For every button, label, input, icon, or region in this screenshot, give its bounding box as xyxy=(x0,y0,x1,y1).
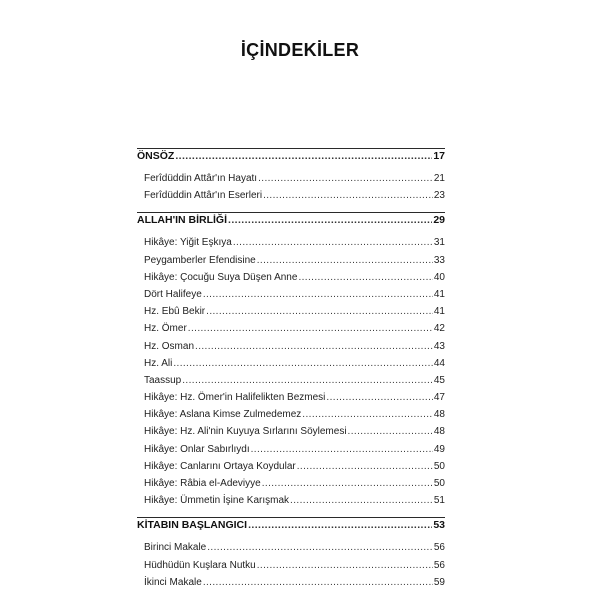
toc-entry-page: 47 xyxy=(433,392,445,404)
toc-entry[interactable] xyxy=(137,444,445,461)
toc-section-heading[interactable] xyxy=(137,213,445,233)
toc-entry-title: Taassup xyxy=(144,374,182,386)
toc-entry[interactable] xyxy=(137,306,445,323)
toc-entry-page: 43 xyxy=(433,340,445,352)
toc-section-title: ÖNSÖZ xyxy=(137,150,175,162)
toc-entry[interactable] xyxy=(137,173,445,190)
toc-entry-page: 50 xyxy=(433,460,445,472)
leader-dots xyxy=(251,444,433,455)
leader-dots xyxy=(195,341,433,352)
leader-dots xyxy=(233,237,433,248)
toc-entry-title: Hüdhüdün Kuşlara Nutku xyxy=(144,559,256,571)
leader-dots xyxy=(258,173,433,184)
toc-entry-title: Hikâye: Aslana Kimse Zulmedemez xyxy=(144,409,302,421)
toc-entry[interactable] xyxy=(137,255,445,272)
toc-entry[interactable] xyxy=(137,341,445,358)
toc-entry-page: 33 xyxy=(433,254,445,266)
page-title: İÇİNDEKİLER xyxy=(240,40,360,60)
toc-entry-page: 42 xyxy=(433,323,445,335)
toc-entry-page: 23 xyxy=(433,190,445,202)
toc-entry-title: Hikâye: Çocuğu Suya Düşen Anne xyxy=(144,271,298,283)
toc-entry-title: Hz. Ali xyxy=(144,357,173,369)
leader-dots xyxy=(175,150,432,162)
leader-dots xyxy=(203,289,433,300)
toc-entry-title: Hikâye: Onlar Sabırlıydı xyxy=(144,443,250,455)
toc-entry-title: Hikâye: Râbia el-Adeviyye xyxy=(144,478,261,489)
leader-dots xyxy=(257,560,433,571)
toc-entry-list xyxy=(137,538,445,599)
toc-entry-page: 48 xyxy=(433,426,445,438)
toc-section xyxy=(137,517,445,599)
leader-dots xyxy=(248,519,432,531)
toc-entry[interactable] xyxy=(137,461,445,478)
toc-entry-title: Birinci Makale xyxy=(144,542,207,554)
leader-dots xyxy=(262,478,433,489)
toc-entry-list xyxy=(137,169,445,212)
leader-dots xyxy=(203,577,433,588)
toc-entry[interactable] xyxy=(137,272,445,289)
toc-entry[interactable] xyxy=(137,358,445,375)
toc-entry-list xyxy=(137,233,445,517)
toc-entry[interactable] xyxy=(137,495,445,512)
toc-entry-page: 56 xyxy=(433,559,445,571)
toc-section-page: 53 xyxy=(433,519,445,532)
toc-entry[interactable] xyxy=(137,237,445,254)
toc-entry-page: 45 xyxy=(433,374,445,386)
toc-entry-page: 51 xyxy=(433,495,445,507)
toc-section xyxy=(137,148,445,212)
toc-section-title: KİTABIN BAŞLANGICI xyxy=(137,519,248,532)
toc-entry-page: 41 xyxy=(433,288,445,300)
leader-dots xyxy=(263,190,433,201)
leader-dots xyxy=(228,214,432,226)
toc-entry[interactable] xyxy=(137,577,445,594)
toc-entry[interactable] xyxy=(137,409,445,426)
leader-dots xyxy=(173,358,433,369)
toc-entry[interactable] xyxy=(137,478,445,495)
toc-entry-page: 59 xyxy=(433,576,445,588)
toc-entry-page: 56 xyxy=(433,542,445,554)
leader-dots xyxy=(188,323,433,334)
toc-entry-title: Hikâye: Canlarını Ortaya Koydular xyxy=(144,460,296,472)
toc-entry-page: 48 xyxy=(433,409,445,421)
toc-section xyxy=(137,212,445,517)
toc-entry-title: Hikâye: Ümmetin İşine Karışmak xyxy=(144,495,290,507)
toc-section-heading[interactable] xyxy=(137,149,445,169)
toc-section-page: 29 xyxy=(433,214,445,227)
toc-entry[interactable] xyxy=(137,560,445,577)
toc-entry-page: 50 xyxy=(433,478,445,489)
toc-section-heading[interactable] xyxy=(137,518,445,538)
toc-entry-title: Hz. Ebû Bekir xyxy=(144,306,206,318)
toc-entry-page: 21 xyxy=(433,173,445,184)
leader-dots xyxy=(182,375,433,386)
leader-dots xyxy=(298,272,432,283)
toc-entry-page: 31 xyxy=(433,237,445,249)
toc-entry-title: Hikâye: Yiğit Eşkıya xyxy=(144,237,232,249)
leader-dots xyxy=(297,461,433,472)
table-of-contents xyxy=(137,148,445,599)
toc-entry-page: 44 xyxy=(433,357,445,369)
toc-entry[interactable] xyxy=(137,542,445,559)
leader-dots xyxy=(206,306,433,317)
toc-entry-page: 40 xyxy=(433,271,445,283)
toc-entry-title: Ferîdüddin Attâr'ın Eserleri xyxy=(144,190,263,202)
toc-entry-page: 49 xyxy=(433,443,445,455)
toc-entry-page: 41 xyxy=(433,306,445,318)
leader-dots xyxy=(348,426,433,437)
toc-entry-title: Hikâye: Hz. Ömer'in Halifelikten Bezmesi xyxy=(144,392,326,404)
leader-dots xyxy=(207,542,433,553)
toc-entry-title: Hz. Osman xyxy=(144,340,195,352)
toc-entry[interactable] xyxy=(137,190,445,207)
leader-dots xyxy=(326,392,432,403)
toc-entry-title: Hikâye: Hz. Ali'nin Kuyuya Sırlarını Söylemesi xyxy=(144,426,347,438)
toc-entry-title: Ferîdüddin Attâr'ın Hayatı xyxy=(144,173,258,184)
toc-entry-title: Peygamberler Efendisine xyxy=(144,254,256,266)
toc-entry[interactable] xyxy=(137,426,445,443)
leader-dots xyxy=(257,255,433,266)
toc-entry-title: Dört Halifeye xyxy=(144,288,202,300)
toc-section-title: ALLAH'IN BİRLİĞİ xyxy=(137,214,227,227)
leader-dots xyxy=(290,495,433,506)
toc-section-page: 17 xyxy=(433,150,445,162)
toc-entry[interactable] xyxy=(137,323,445,340)
toc-entry-title: İkinci Makale xyxy=(144,576,202,588)
toc-entry-title: Hz. Ömer xyxy=(144,323,187,335)
toc-entry[interactable] xyxy=(137,392,445,409)
toc-entry[interactable] xyxy=(137,375,445,392)
toc-entry[interactable] xyxy=(137,289,445,306)
leader-dots xyxy=(302,409,433,420)
